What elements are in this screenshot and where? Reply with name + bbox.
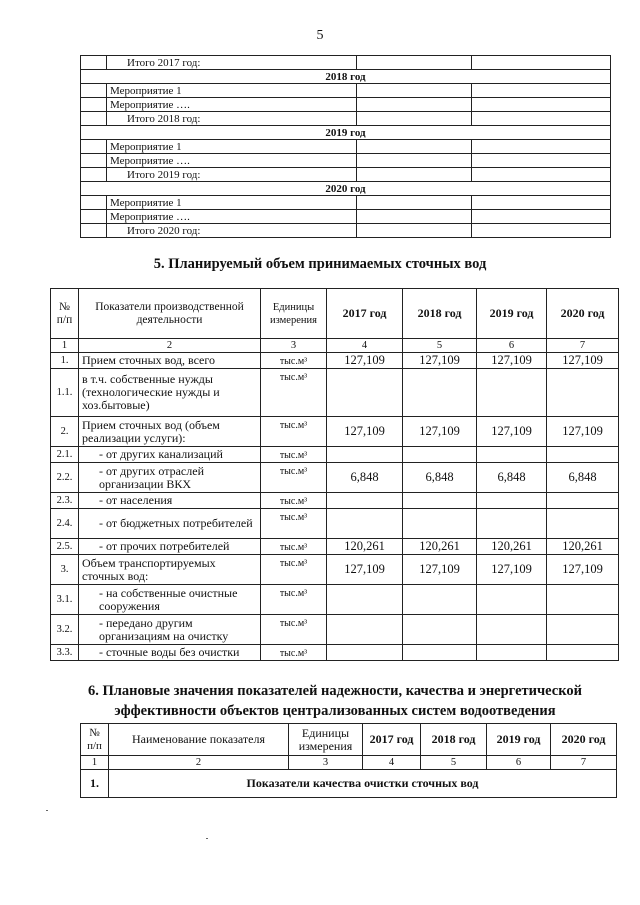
table-row bbox=[81, 56, 611, 70]
header-unit: Единицы измерения bbox=[289, 724, 363, 756]
row-number: 3. bbox=[51, 555, 79, 585]
year-row bbox=[81, 182, 611, 196]
wastewater-volume-table bbox=[50, 288, 619, 661]
empty-cell bbox=[472, 154, 611, 168]
header-2019: 2019 год bbox=[477, 289, 547, 339]
colnum: 3 bbox=[261, 339, 327, 353]
table-row bbox=[81, 168, 611, 182]
value-cell bbox=[547, 585, 619, 615]
year-heading: 2020 год bbox=[81, 182, 611, 196]
measure-label: Мероприятие 1 bbox=[107, 84, 357, 98]
value-cell: 6,848 bbox=[327, 463, 403, 493]
value-cell bbox=[403, 369, 477, 417]
colnum: 6 bbox=[477, 339, 547, 353]
value-cell bbox=[477, 615, 547, 645]
reliability-indicators-table bbox=[80, 723, 617, 798]
header-2018: 2018 год bbox=[403, 289, 477, 339]
header-num: № п/п bbox=[51, 289, 79, 339]
scan-dot bbox=[206, 838, 208, 839]
value-cell bbox=[477, 493, 547, 509]
row-number: 1. bbox=[51, 353, 79, 369]
value-cell bbox=[327, 447, 403, 463]
indicator-name: - от других отраслей организации ВКХ bbox=[79, 463, 261, 493]
header-indicator-name: Наименование показателя bbox=[109, 724, 289, 756]
empty-cell bbox=[472, 210, 611, 224]
section-6-title-line2: эффективности объектов централизованных систем водоотведения bbox=[114, 703, 556, 719]
colnum: 7 bbox=[551, 756, 617, 770]
value-cell bbox=[547, 369, 619, 417]
header-row bbox=[81, 724, 617, 756]
unit: тыс.м³ bbox=[261, 353, 327, 369]
row-number: 2.4. bbox=[51, 509, 79, 539]
value-cell bbox=[547, 615, 619, 645]
scan-dot bbox=[46, 810, 48, 811]
empty-cell bbox=[81, 196, 107, 210]
empty-cell bbox=[472, 168, 611, 182]
value-cell bbox=[403, 509, 477, 539]
indicator-name: - от прочих потребителей bbox=[79, 539, 261, 555]
indicator-name: в т.ч. собственные нужды (технологические нужды и хоз.бытовые) bbox=[79, 369, 261, 417]
header-num: № п/п bbox=[81, 724, 109, 756]
empty-cell bbox=[472, 84, 611, 98]
indicator-name: - передано другим организациям на очистку bbox=[79, 615, 261, 645]
value-cell bbox=[327, 585, 403, 615]
value-cell bbox=[327, 369, 403, 417]
measure-label: Итого 2018 год: bbox=[107, 112, 357, 126]
value-cell: 127,109 bbox=[477, 555, 547, 585]
value-cell: 127,109 bbox=[547, 555, 619, 585]
measure-label: Мероприятие …. bbox=[107, 210, 357, 224]
year-heading: 2019 год bbox=[81, 126, 611, 140]
empty-cell bbox=[81, 98, 107, 112]
row-number: 1.1. bbox=[51, 369, 79, 417]
page-number: 5 bbox=[316, 28, 324, 43]
empty-cell bbox=[357, 56, 472, 70]
table-row bbox=[81, 84, 611, 98]
indicator-name: Прием сточных вод, всего bbox=[79, 353, 261, 369]
value-cell bbox=[403, 447, 477, 463]
unit: тыс.м³ bbox=[261, 417, 327, 447]
year-row bbox=[81, 70, 611, 84]
value-cell: 127,109 bbox=[327, 417, 403, 447]
value-cell bbox=[547, 493, 619, 509]
indicator-name: - от населения bbox=[79, 493, 261, 509]
table-row bbox=[81, 210, 611, 224]
measure-label: Итого 2019 год: bbox=[107, 168, 357, 182]
unit: тыс.м³ bbox=[261, 493, 327, 509]
table-row bbox=[81, 98, 611, 112]
colnum: 7 bbox=[547, 339, 619, 353]
header-unit: Единицы измерения bbox=[261, 289, 327, 339]
header-indicator: Показатели производственной деятельности bbox=[79, 289, 261, 339]
value-cell bbox=[547, 645, 619, 661]
empty-cell bbox=[472, 56, 611, 70]
column-number-row bbox=[51, 339, 619, 353]
value-cell bbox=[477, 509, 547, 539]
empty-cell bbox=[357, 210, 472, 224]
value-cell: 120,261 bbox=[477, 539, 547, 555]
column-number-row bbox=[81, 756, 617, 770]
colnum: 1 bbox=[81, 756, 109, 770]
colnum: 5 bbox=[421, 756, 487, 770]
unit: тыс.м³ bbox=[261, 447, 327, 463]
table-row bbox=[81, 154, 611, 168]
table-row bbox=[51, 555, 619, 585]
value-cell: 120,261 bbox=[327, 539, 403, 555]
colnum: 6 bbox=[487, 756, 551, 770]
row-number: 2.3. bbox=[51, 493, 79, 509]
unit: тыс.м³ bbox=[261, 463, 327, 493]
colnum: 4 bbox=[327, 339, 403, 353]
measure-label: Мероприятие 1 bbox=[107, 196, 357, 210]
table-row bbox=[51, 615, 619, 645]
row-number: 3.2. bbox=[51, 615, 79, 645]
unit: тыс.м³ bbox=[261, 645, 327, 661]
value-cell bbox=[403, 585, 477, 615]
colnum: 2 bbox=[109, 756, 289, 770]
header-2020: 2020 год bbox=[547, 289, 619, 339]
value-cell bbox=[403, 645, 477, 661]
value-cell: 127,109 bbox=[477, 417, 547, 447]
row-number: 2. bbox=[51, 417, 79, 447]
row-number: 3.3. bbox=[51, 645, 79, 661]
value-cell bbox=[477, 369, 547, 417]
row-number: 2.2. bbox=[51, 463, 79, 493]
value-cell: 127,109 bbox=[403, 353, 477, 369]
value-cell: 127,109 bbox=[403, 417, 477, 447]
measure-label: Итого 2017 год: bbox=[107, 56, 357, 70]
indicator-name: Объем транспортируемых сточных вод: bbox=[79, 555, 261, 585]
year-heading: 2018 год bbox=[81, 70, 611, 84]
value-cell bbox=[327, 509, 403, 539]
table-row bbox=[81, 196, 611, 210]
empty-cell bbox=[81, 168, 107, 182]
table-row bbox=[51, 369, 619, 417]
colnum: 2 bbox=[79, 339, 261, 353]
measure-label: Итого 2020 год: bbox=[107, 224, 357, 238]
empty-cell bbox=[472, 140, 611, 154]
row-number: 3.1. bbox=[51, 585, 79, 615]
header-2019: 2019 год bbox=[487, 724, 551, 756]
row-number: 2.1. bbox=[51, 447, 79, 463]
header-row bbox=[51, 289, 619, 339]
section-6-title-line1: 6. Плановые значения показателей надежности, качества и энергетической bbox=[88, 683, 582, 699]
empty-cell bbox=[357, 168, 472, 182]
unit: тыс.м³ bbox=[261, 555, 327, 585]
value-cell bbox=[477, 585, 547, 615]
indicator-name: - от других канализаций bbox=[79, 447, 261, 463]
table-row bbox=[51, 353, 619, 369]
empty-cell bbox=[357, 140, 472, 154]
value-cell: 127,109 bbox=[547, 353, 619, 369]
value-cell bbox=[403, 615, 477, 645]
value-cell: 6,848 bbox=[547, 463, 619, 493]
colnum: 4 bbox=[363, 756, 421, 770]
table-row bbox=[81, 140, 611, 154]
indicator-name: - от бюджетных потребителей bbox=[79, 509, 261, 539]
table-row bbox=[51, 463, 619, 493]
table-row bbox=[51, 539, 619, 555]
table-row bbox=[51, 447, 619, 463]
indicator-name: - сточные воды без очистки bbox=[79, 645, 261, 661]
indicator-name: Прием сточных вод (объем реализации услуги): bbox=[79, 417, 261, 447]
empty-cell bbox=[357, 98, 472, 112]
value-cell: 120,261 bbox=[403, 539, 477, 555]
value-cell bbox=[327, 645, 403, 661]
quality-indicators-heading: Показатели качества очистки сточных вод bbox=[109, 770, 617, 798]
empty-cell bbox=[357, 154, 472, 168]
unit: тыс.м³ bbox=[261, 615, 327, 645]
table-row bbox=[81, 770, 617, 798]
value-cell bbox=[477, 447, 547, 463]
table-row bbox=[51, 645, 619, 661]
section-6-title bbox=[30, 681, 640, 721]
value-cell bbox=[327, 615, 403, 645]
empty-cell bbox=[81, 140, 107, 154]
colnum: 5 bbox=[403, 339, 477, 353]
measures-table bbox=[80, 55, 611, 238]
year-row bbox=[81, 126, 611, 140]
colnum: 1 bbox=[51, 339, 79, 353]
unit: тыс.м³ bbox=[261, 585, 327, 615]
header-2018: 2018 год bbox=[421, 724, 487, 756]
value-cell: 127,109 bbox=[327, 555, 403, 585]
unit: тыс.м³ bbox=[261, 369, 327, 417]
value-cell: 127,109 bbox=[327, 353, 403, 369]
empty-cell bbox=[81, 56, 107, 70]
header-2017: 2017 год bbox=[327, 289, 403, 339]
empty-cell bbox=[81, 84, 107, 98]
colnum: 3 bbox=[289, 756, 363, 770]
value-cell: 6,848 bbox=[477, 463, 547, 493]
table-row bbox=[81, 224, 611, 238]
value-cell bbox=[547, 447, 619, 463]
unit: тыс.м³ bbox=[261, 539, 327, 555]
value-cell bbox=[403, 493, 477, 509]
table-row bbox=[51, 509, 619, 539]
table-row bbox=[51, 417, 619, 447]
table-row bbox=[51, 493, 619, 509]
section-5-title: 5. Планируемый объем принимаемых сточных вод bbox=[153, 256, 487, 272]
header-2020: 2020 год bbox=[551, 724, 617, 756]
empty-cell bbox=[357, 84, 472, 98]
value-cell bbox=[477, 645, 547, 661]
row-number: 1. bbox=[81, 770, 109, 798]
empty-cell bbox=[81, 112, 107, 126]
row-number: 2.5. bbox=[51, 539, 79, 555]
empty-cell bbox=[472, 196, 611, 210]
measure-label: Мероприятие …. bbox=[107, 98, 357, 112]
empty-cell bbox=[472, 112, 611, 126]
unit: тыс.м³ bbox=[261, 509, 327, 539]
indicator-name: - на собственные очистные сооружения bbox=[79, 585, 261, 615]
measure-label: Мероприятие 1 bbox=[107, 140, 357, 154]
value-cell: 6,848 bbox=[403, 463, 477, 493]
value-cell bbox=[327, 493, 403, 509]
empty-cell bbox=[81, 224, 107, 238]
table-row bbox=[81, 112, 611, 126]
value-cell: 127,109 bbox=[403, 555, 477, 585]
value-cell bbox=[547, 509, 619, 539]
empty-cell bbox=[357, 196, 472, 210]
value-cell: 127,109 bbox=[547, 417, 619, 447]
empty-cell bbox=[81, 154, 107, 168]
empty-cell bbox=[472, 98, 611, 112]
header-2017: 2017 год bbox=[363, 724, 421, 756]
empty-cell bbox=[472, 224, 611, 238]
empty-cell bbox=[357, 112, 472, 126]
empty-cell bbox=[357, 224, 472, 238]
measure-label: Мероприятие …. bbox=[107, 154, 357, 168]
value-cell: 120,261 bbox=[547, 539, 619, 555]
empty-cell bbox=[81, 210, 107, 224]
table-row bbox=[51, 585, 619, 615]
value-cell: 127,109 bbox=[477, 353, 547, 369]
